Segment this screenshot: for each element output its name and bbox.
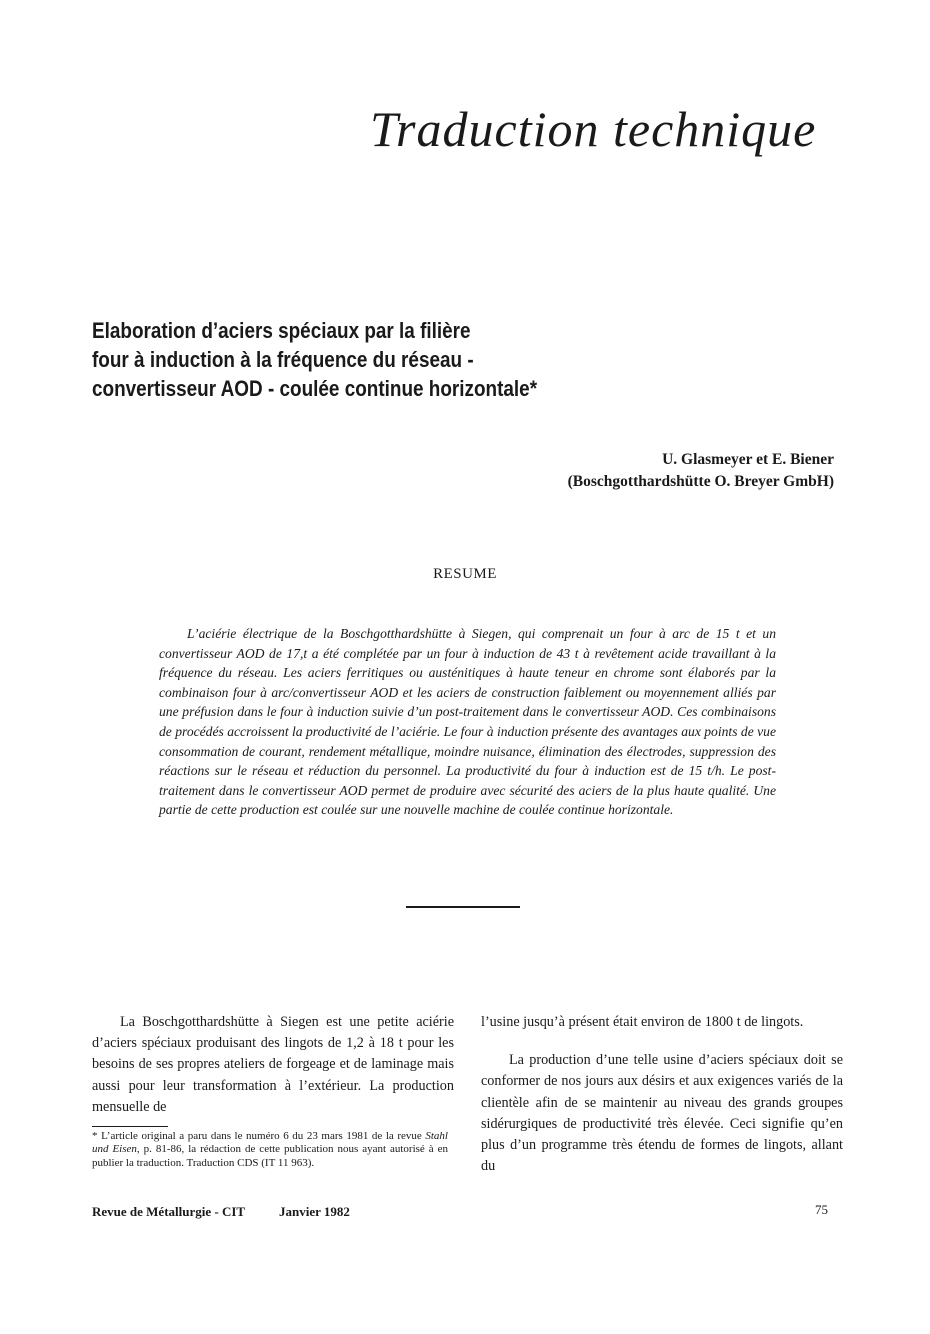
footnote-journal: Stahl und Eisen bbox=[92, 1130, 448, 1156]
author-block bbox=[568, 449, 834, 493]
article-title-line: Elaboration d’aciers spéciaux par la filière bbox=[92, 318, 471, 343]
footnote-text: , p. 81-86, la rédaction de cette publication nous ayant autorisé à en publier la traduction. Traduction CDS (IT 11 963). bbox=[92, 1143, 448, 1169]
footer-journal: Revue de Métallurgie - CIT bbox=[92, 1204, 246, 1219]
affiliation: (Boschgotthardshütte O. Breyer GmbH) bbox=[567, 473, 834, 490]
footer-date: Janvier 1982 bbox=[279, 1204, 350, 1219]
left-column bbox=[92, 1012, 454, 1118]
abstract-heading: RESUME bbox=[433, 566, 497, 582]
footnote-rule bbox=[92, 1126, 168, 1127]
separator-rule bbox=[406, 906, 520, 908]
article-title bbox=[92, 316, 574, 403]
authors: U. Glasmeyer et E. Biener bbox=[662, 451, 834, 468]
page-number: 75 bbox=[815, 1202, 828, 1217]
body-paragraph: La production d’une telle usine d’aciers spéciaux doit se conformer de nos jours aux désirs et aux exigences variés de la clientèle afin de se maintenir au niveau des grands groupes sidérurgiques de productivité très élevée. Ceci signifie qu’en plus d’un programme très étendu de formes de lingots, allant du bbox=[481, 1052, 843, 1175]
footnote-text: * L’article original a paru dans le numéro 6 du 23 mars 1981 de la revue bbox=[92, 1130, 426, 1142]
body-paragraph: La Boschgotthardshütte à Siegen est une petite aciérie d’aciers spéciaux produisant des lingots de 1,2 à 18 t pour les besoins de ses propres ateliers de forgeage et de laminage mais aussi pour leur transformation à l’extérieur. La production mensuelle de bbox=[92, 1014, 454, 1115]
article-title-line: convertisseur AOD - coulée continue horizontale* bbox=[92, 376, 538, 401]
body-paragraph: l’usine jusqu’à présent était environ de 1800 t de lingots. bbox=[481, 1014, 804, 1030]
section-title: Traduction technique bbox=[370, 101, 817, 157]
article-title-line: four à induction à la fréquence du réseau - bbox=[92, 347, 474, 372]
abstract-text: L’aciérie électrique de la Boschgotthardshütte à Siegen, qui comprenait un four à arc de 15 t et un convertisseur AOD de 17,t a été complétée par un four à induction de 43 t à revêtement acide travaillant à la fréquence du réseau. Les aciers ferritiques ou austénitiques à haute teneur en chrome sont élaborés par la combinaison four à arc/convertisseur AOD et les aciers de construction faiblement ou moyennement alliés par une préfusion dans le four à induction suivie d’un post-traitement dans le convertisseur AOD. Ces combinaisons de procédés accroissent la productivité de l’aciérie. Le four à induction présente des avantages aux points de vue consommation de courant, rendement métallique, moindre nuisance, élimination des électrodes, suppression des réactions sur le réseau et réduction du personnel. La productivité du four à induction est de 15 t/h. Le post-traitement dans le convertisseur AOD permet de produire avec sécurité des aciers de la plus haute qualité. Une partie de cette production est coulée sur une nouvelle machine de coulée continue horizontale. bbox=[159, 626, 776, 818]
right-column bbox=[481, 1012, 843, 1177]
footnote bbox=[92, 1130, 448, 1170]
